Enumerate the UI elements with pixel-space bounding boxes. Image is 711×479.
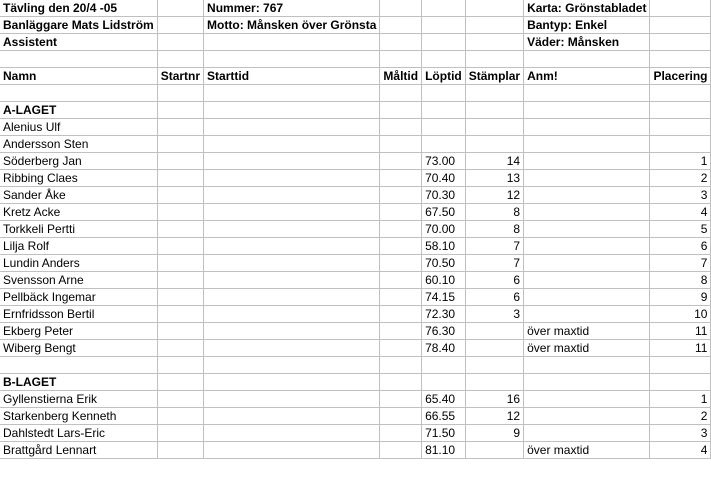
- table-row: [0, 340, 711, 357]
- name-cell[interactable]: Dahlstedt Lars-Eric: [0, 425, 157, 442]
- stamplar-cell[interactable]: 14: [465, 153, 523, 170]
- anm-cell[interactable]: [524, 425, 650, 442]
- name-cell[interactable]: Ribbing Claes: [0, 170, 157, 187]
- name-cell[interactable]: Kretz Acke: [0, 204, 157, 221]
- starttid-cell[interactable]: [204, 221, 380, 238]
- anm-cell[interactable]: [524, 119, 650, 136]
- anm-cell[interactable]: [524, 272, 650, 289]
- loptid-cell[interactable]: 74.15: [422, 289, 466, 306]
- name-cell[interactable]: Starkenberg Kenneth: [0, 408, 157, 425]
- startnr-cell[interactable]: [157, 408, 203, 425]
- startnr-cell[interactable]: [157, 204, 203, 221]
- team-header-row: [0, 374, 711, 391]
- placering-cell[interactable]: 2: [650, 408, 711, 425]
- empty-row: [0, 85, 711, 102]
- table-row: [0, 442, 711, 459]
- table-row: [0, 272, 711, 289]
- loptid-cell[interactable]: 58.10: [422, 238, 466, 255]
- name-cell[interactable]: Sander Åke: [0, 187, 157, 204]
- placering-cell[interactable]: 10: [650, 306, 711, 323]
- startnr-cell[interactable]: [157, 238, 203, 255]
- info-row-3: [0, 34, 711, 51]
- team-name[interactable]: A-LAGET: [0, 102, 157, 119]
- loptid-cell[interactable]: 71.50: [422, 425, 466, 442]
- anm-cell[interactable]: över maxtid: [524, 323, 650, 340]
- startnr-cell[interactable]: [157, 425, 203, 442]
- stamplar-cell[interactable]: 13: [465, 170, 523, 187]
- table-row: [0, 255, 711, 272]
- maltid-cell[interactable]: [380, 340, 422, 357]
- table-row: [0, 187, 711, 204]
- maltid-cell[interactable]: [380, 408, 422, 425]
- name-cell[interactable]: Lundin Anders: [0, 255, 157, 272]
- stamplar-cell[interactable]: 6: [465, 272, 523, 289]
- table-row: [0, 170, 711, 187]
- startnr-cell[interactable]: [157, 119, 203, 136]
- name-cell[interactable]: Ernfridsson Bertil: [0, 306, 157, 323]
- stamplar-cell[interactable]: 8: [465, 221, 523, 238]
- anm-cell[interactable]: [524, 255, 650, 272]
- loptid-cell[interactable]: 65.40: [422, 391, 466, 408]
- maltid-cell[interactable]: [380, 442, 422, 459]
- stamplar-cell[interactable]: 16: [465, 391, 523, 408]
- starttid-cell[interactable]: [204, 170, 380, 187]
- weather-cell[interactable]: Väder: Månsken: [524, 34, 650, 51]
- placering-cell[interactable]: 5: [650, 221, 711, 238]
- startnr-cell[interactable]: [157, 153, 203, 170]
- placering-cell[interactable]: [650, 136, 711, 153]
- table-row: [0, 323, 711, 340]
- name-cell[interactable]: Ekberg Peter: [0, 323, 157, 340]
- placering-cell[interactable]: 3: [650, 187, 711, 204]
- number-cell[interactable]: Nummer: 767: [204, 0, 380, 17]
- maltid-cell[interactable]: [380, 272, 422, 289]
- name-cell[interactable]: Brattgård Lennart: [0, 442, 157, 459]
- stamplar-cell[interactable]: 12: [465, 187, 523, 204]
- placering-cell[interactable]: 1: [650, 153, 711, 170]
- stamplar-cell[interactable]: [465, 442, 523, 459]
- name-cell[interactable]: Alenius Ulf: [0, 119, 157, 136]
- assistant-cell[interactable]: Assistent: [0, 34, 157, 51]
- startnr-cell[interactable]: [157, 170, 203, 187]
- course-type-cell[interactable]: Bantyp: Enkel: [524, 17, 650, 34]
- maltid-cell[interactable]: [380, 221, 422, 238]
- starttid-cell[interactable]: [204, 391, 380, 408]
- loptid-cell[interactable]: 67.50: [422, 204, 466, 221]
- name-cell[interactable]: Gyllenstierna Erik: [0, 391, 157, 408]
- placering-cell[interactable]: [650, 119, 711, 136]
- maltid-cell[interactable]: [380, 238, 422, 255]
- maltid-cell[interactable]: [380, 170, 422, 187]
- starttid-cell[interactable]: [204, 153, 380, 170]
- info-row-1: [0, 0, 711, 17]
- header-loptid[interactable]: Löptid: [422, 68, 466, 85]
- maltid-cell[interactable]: [380, 136, 422, 153]
- loptid-cell[interactable]: 76.30: [422, 323, 466, 340]
- starttid-cell[interactable]: [204, 289, 380, 306]
- loptid-cell[interactable]: [422, 136, 466, 153]
- maltid-cell[interactable]: [380, 119, 422, 136]
- startnr-cell[interactable]: [157, 442, 203, 459]
- maltid-cell[interactable]: [380, 153, 422, 170]
- team-name[interactable]: B-LAGET: [0, 374, 157, 391]
- stamplar-cell[interactable]: 7: [465, 255, 523, 272]
- placering-cell[interactable]: 4: [650, 442, 711, 459]
- maltid-cell[interactable]: [380, 204, 422, 221]
- table-row: [0, 136, 711, 153]
- map-cell[interactable]: Karta: Grönstabladet: [524, 0, 650, 17]
- starttid-cell[interactable]: [204, 204, 380, 221]
- stamplar-cell[interactable]: 7: [465, 238, 523, 255]
- team-header-row: [0, 102, 711, 119]
- table-row: [0, 306, 711, 323]
- loptid-cell[interactable]: 81.10: [422, 442, 466, 459]
- header-stamplar[interactable]: Stämplar: [465, 68, 523, 85]
- placering-cell[interactable]: 11: [650, 323, 711, 340]
- anm-cell[interactable]: [524, 221, 650, 238]
- anm-cell[interactable]: [524, 306, 650, 323]
- header-anm[interactable]: Anm!: [524, 68, 650, 85]
- starttid-cell[interactable]: [204, 425, 380, 442]
- name-cell[interactable]: Svensson Arne: [0, 272, 157, 289]
- anm-cell[interactable]: [524, 187, 650, 204]
- starttid-cell[interactable]: [204, 306, 380, 323]
- stamplar-cell[interactable]: [465, 136, 523, 153]
- loptid-cell[interactable]: 70.40: [422, 170, 466, 187]
- empty-row: [0, 357, 711, 374]
- startnr-cell[interactable]: [157, 289, 203, 306]
- table-row: [0, 408, 711, 425]
- stamplar-cell[interactable]: [465, 119, 523, 136]
- table-row: [0, 289, 711, 306]
- placering-cell[interactable]: 9: [650, 289, 711, 306]
- stamplar-cell[interactable]: [465, 323, 523, 340]
- placering-cell[interactable]: 1: [650, 391, 711, 408]
- placering-cell[interactable]: 3: [650, 425, 711, 442]
- loptid-cell[interactable]: 60.10: [422, 272, 466, 289]
- anm-cell[interactable]: [524, 170, 650, 187]
- maltid-cell[interactable]: [380, 323, 422, 340]
- starttid-cell[interactable]: [204, 119, 380, 136]
- placering-cell[interactable]: 8: [650, 272, 711, 289]
- startnr-cell[interactable]: [157, 136, 203, 153]
- loptid-cell[interactable]: 72.30: [422, 306, 466, 323]
- organizer-cell[interactable]: Banläggare Mats Lidström: [0, 17, 157, 34]
- startnr-cell[interactable]: [157, 340, 203, 357]
- stamplar-cell[interactable]: 8: [465, 204, 523, 221]
- starttid-cell[interactable]: [204, 323, 380, 340]
- loptid-cell[interactable]: [422, 119, 466, 136]
- loptid-cell[interactable]: 70.00: [422, 221, 466, 238]
- placering-cell[interactable]: 6: [650, 238, 711, 255]
- startnr-cell[interactable]: [157, 221, 203, 238]
- maltid-cell[interactable]: [380, 289, 422, 306]
- anm-cell[interactable]: [524, 153, 650, 170]
- startnr-cell[interactable]: [157, 187, 203, 204]
- motto-cell[interactable]: Motto: Månsken över Grönsta: [204, 17, 380, 34]
- name-cell[interactable]: Torkkeli Pertti: [0, 221, 157, 238]
- info-row-2: [0, 17, 711, 34]
- anm-cell[interactable]: [524, 204, 650, 221]
- anm-cell[interactable]: över maxtid: [524, 442, 650, 459]
- header-row: [0, 68, 711, 85]
- table-row: [0, 119, 711, 136]
- starttid-cell[interactable]: [204, 238, 380, 255]
- startnr-cell[interactable]: [157, 306, 203, 323]
- table-row: [0, 238, 711, 255]
- anm-cell[interactable]: [524, 408, 650, 425]
- table-row: [0, 204, 711, 221]
- loptid-cell[interactable]: 70.50: [422, 255, 466, 272]
- placering-cell[interactable]: 11: [650, 340, 711, 357]
- anm-cell[interactable]: [524, 136, 650, 153]
- starttid-cell[interactable]: [204, 340, 380, 357]
- name-cell[interactable]: Andersson Sten: [0, 136, 157, 153]
- starttid-cell[interactable]: [204, 442, 380, 459]
- empty-row: [0, 51, 711, 68]
- header-name[interactable]: Namn: [0, 68, 157, 85]
- name-cell[interactable]: Pellbäck Ingemar: [0, 289, 157, 306]
- starttid-cell[interactable]: [204, 136, 380, 153]
- maltid-cell[interactable]: [380, 187, 422, 204]
- competition-cell[interactable]: Tävling den 20/4 -05: [0, 0, 157, 17]
- loptid-cell[interactable]: 66.55: [422, 408, 466, 425]
- loptid-cell[interactable]: 73.00: [422, 153, 466, 170]
- startnr-cell[interactable]: [157, 255, 203, 272]
- starttid-cell[interactable]: [204, 187, 380, 204]
- stamplar-cell[interactable]: 12: [465, 408, 523, 425]
- starttid-cell[interactable]: [204, 255, 380, 272]
- starttid-cell[interactable]: [204, 408, 380, 425]
- starttid-cell[interactable]: [204, 272, 380, 289]
- header-maltid[interactable]: Måltid: [380, 68, 422, 85]
- maltid-cell[interactable]: [380, 255, 422, 272]
- startnr-cell[interactable]: [157, 391, 203, 408]
- loptid-cell[interactable]: 70.30: [422, 187, 466, 204]
- loptid-cell[interactable]: 78.40: [422, 340, 466, 357]
- maltid-cell[interactable]: [380, 306, 422, 323]
- anm-cell[interactable]: [524, 289, 650, 306]
- placering-cell[interactable]: 4: [650, 204, 711, 221]
- maltid-cell[interactable]: [380, 391, 422, 408]
- stamplar-cell[interactable]: 6: [465, 289, 523, 306]
- placering-cell[interactable]: 2: [650, 170, 711, 187]
- name-cell[interactable]: Söderberg Jan: [0, 153, 157, 170]
- stamplar-cell[interactable]: [465, 340, 523, 357]
- name-cell[interactable]: Lilja Rolf: [0, 238, 157, 255]
- startnr-cell[interactable]: [157, 272, 203, 289]
- stamplar-cell[interactable]: 3: [465, 306, 523, 323]
- table-row: [0, 221, 711, 238]
- maltid-cell[interactable]: [380, 425, 422, 442]
- header-placering[interactable]: Placering: [650, 68, 711, 85]
- name-cell[interactable]: Wiberg Bengt: [0, 340, 157, 357]
- stamplar-cell[interactable]: 9: [465, 425, 523, 442]
- header-startnr[interactable]: Startnr: [157, 68, 203, 85]
- header-starttid[interactable]: Starttid: [204, 68, 380, 85]
- anm-cell[interactable]: [524, 391, 650, 408]
- anm-cell[interactable]: [524, 238, 650, 255]
- startnr-cell[interactable]: [157, 323, 203, 340]
- placering-cell[interactable]: 7: [650, 255, 711, 272]
- table-row: [0, 425, 711, 442]
- anm-cell[interactable]: över maxtid: [524, 340, 650, 357]
- table-row: [0, 153, 711, 170]
- table-row: [0, 391, 711, 408]
